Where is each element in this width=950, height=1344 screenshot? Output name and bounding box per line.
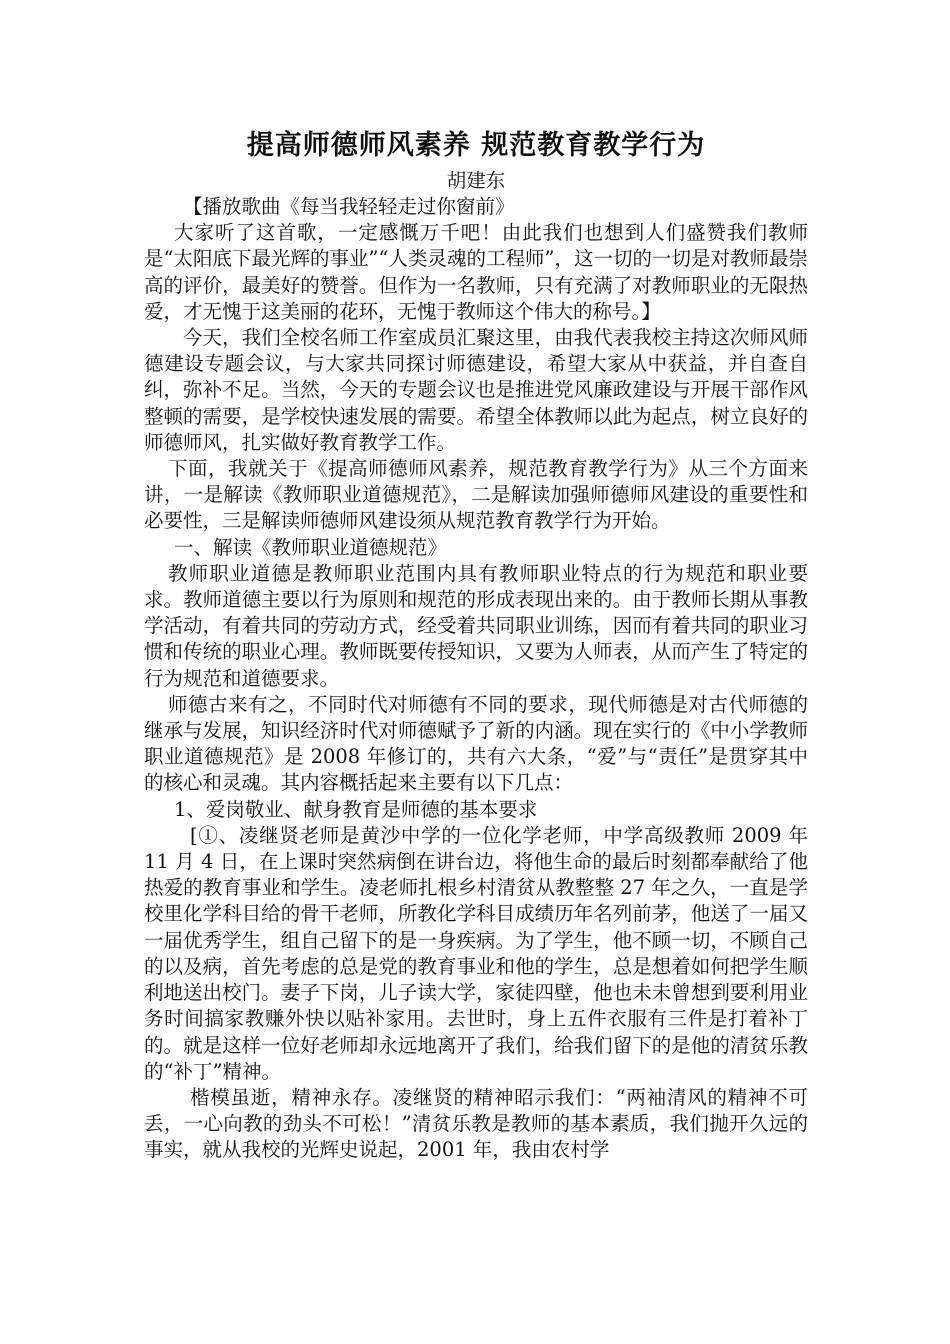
- paragraph: 今天，我们全校名师工作室成员汇聚这里，由我代表我校主持这次师风师德建设专题会议，与大家共同探讨师德建设，希望大家从中获益，并自查自纠，弥补不足。当然，今天的专题会议也是推进党风廉政建设与开展干部作风整顿的需要，是学校快速发展的需要。希望全体教师以此为起点，树立良好的师德师风，扎实做好教育教学工作。: [144, 326, 808, 454]
- paragraph: 楷模虽逝，精神永存。凌继贤的精神昭示我们：“两袖清风的精神不可丢，一心向教的劲头不可松！”清贫乐教是教师的基本素质，我们抛开久远的事实，就从我校的光辉史说起，2001 年，我由农村学: [144, 1085, 808, 1162]
- document-title: 提高师德师风素养 规范教育教学行为: [246, 130, 706, 161]
- paragraph: 【播放歌曲《每当我轻轻走过你窗前》: [183, 195, 515, 218]
- author-name: 胡建东: [446, 169, 506, 192]
- paragraph: 师德古来有之，不同时代对师德有不同的要求，现代师德是对古代师德的继承与发展，知识经济时代对师德赋予了新的内涵。现在实行的《中小学教师职业道德规范》是 2008 年修订的，共有六大条，“爱”与“责任”是贯穿其中的核心和灵魂。其内容概括起来主要有以下几点：: [144, 692, 808, 795]
- document-page: [144, 126, 808, 1164]
- paragraph: 下面，我就关于《提高师德师风素养，规范教育教学行为》从三个方面来讲，一是解读《教师职业道德规范》，二是解读加强师德师风建设的重要性和必要性，三是解读师德师风建设须从规范教育教学行为开始。: [144, 457, 808, 533]
- paragraph: 教师职业道德是教师职业范围内具有教师职业特点的行为规范和职业要求。教师道德主要以行为原则和规范的形成表现出来的。由于教师长期从事教学活动，有着共同的劳动方式，经受着共同职业训练，因而有着共同的职业习惯和传统的职业心理。教师既要传授知识，又要为人师表，从而产生了特定的行为规范和道德要求。: [144, 561, 808, 690]
- subsection-heading: 1、爱岗敬业、献身教育是师德的基本要求: [174, 797, 538, 821]
- paragraph: [①、凌继贤老师是黄沙中学的一位化学老师，中学高级教师 2009 年 11 月 4 日，在上课时突然病倒在讲台边，将他生命的最后时刻都奉献给了他热爱的教育事业和学生。凌老师扎根乡村清贫从教整整 27 年之久，一直是学校里化学科目给的骨干老师，所教化学科目成绩历年名列前茅，他送了一届又一届优秀学生，组自己留下的是一身疾病。为了学生，他不顾一切，不顾自己的以及病，首先考虑的总是党的教育事业和他的学生，总是想着如何把学生顺利地送出校门。妻子下岗，儿子读大学，家徒四壁，他也未未曾想到要利用业务时间搞家教赚外快以贴补家用。去世时，身上五件衣服有三件是打着补丁的。就是这样一位好老师却永远地离开了我们，给我们留下的是他的清贫乐教的“补丁”精神。: [144, 823, 808, 1083]
- section-heading: 一、解读《教师职业道德规范》: [174, 535, 448, 559]
- paragraph: 大家听了这首歌，一定感慨万千吧！由此我们也想到人们盛赞我们教师是“太阳底下最光辉的事业”“人类灵魂的工程师”，这一切的一切是对教师最崇高的评价，最美好的赞誉。但作为一名教师，只有充满了对教师职业的无限热爱，才无愧于这美丽的花环，无愧于教师这个伟大的称号。】: [144, 221, 808, 323]
